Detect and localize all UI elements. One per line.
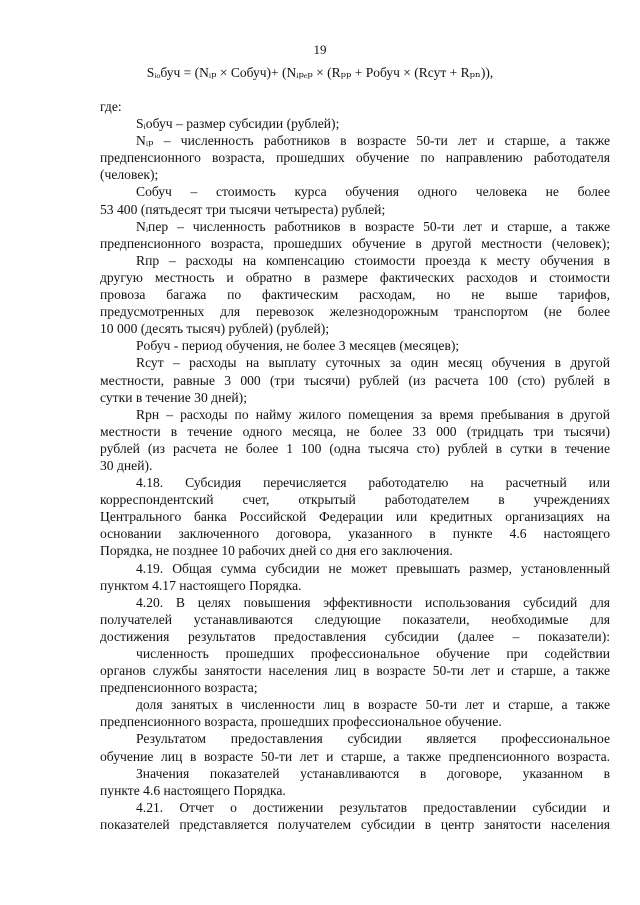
text-line: пункте 4.6 настоящего Порядка. — [100, 782, 286, 798]
text-line: 4.19. Общая сумма субсидии не может превышать размер, установленный — [136, 560, 610, 576]
text-line: Sᵢобуч – размер субсидии (рублей); — [136, 116, 340, 132]
subsidy-formula: Sᵢₒбуч = (Nᵢₚ × Cобуч)+ (Nᵢₚₑₚ × (Rₚₚ + Pобуч × (Rсут + Rₚₙ)), — [146, 65, 494, 80]
text-line: Результатом предоставления субсидии является профессиональное — [136, 731, 610, 747]
text-line: Центрального банка Российской Федерации или кредитных организациях на — [100, 509, 610, 525]
text-line: местности, равные 3 000 (три тысячи) рублей (из расчета 100 (сто) рублей в — [100, 372, 610, 388]
text-line: корреспондентский счет, открытый работодателем в учреждениях — [100, 492, 610, 508]
text-line: Nᵢₚ – численность работников в возрасте 50-ти лет и старше, а также — [136, 133, 610, 149]
text-line: рублей (из расчета не более 1 100 (одна тысяча сто) рублей в сутки в течение — [100, 440, 610, 456]
text-line: основании заключенного договора, указанного в пункте 4.6 настоящего — [100, 526, 610, 542]
text-line: Rсут – расходы на выплату суточных за один месяц обучения в другой — [136, 355, 610, 371]
document-body — [100, 98, 610, 833]
text-line: сутки в течение 30 дней); — [100, 389, 247, 405]
text-line: (человек); — [100, 167, 159, 183]
text-line: Rпр – расходы на компенсацию стоимости проезда к месту обучения в — [136, 252, 610, 268]
text-line: пунктом 4.17 настоящего Порядка. — [100, 577, 302, 593]
text-line: Значения показателей устанавливаются в договоре, указанном в — [136, 765, 610, 781]
text-line: местности в течение одного месяца, не более 33 000 (тридцать три тысячи) — [100, 423, 610, 439]
text-line: предпенсионного возраста, прошедших профессиональное обучение. — [100, 714, 502, 730]
text-line: Nᵢпер – численность работников в возрасте 50-ти лет и старше, а также — [136, 218, 610, 234]
text-line: получателей устанавливаются следующие показатели, необходимые для — [100, 611, 610, 627]
text-line: доля занятых в численности лиц в возрасте 50-ти лет и старше, а также — [136, 697, 610, 713]
text-line: Порядка, не позднее 10 рабочих дней со дня его заключения. — [100, 543, 453, 559]
text-line: Rрн – расходы по найму жилого помещения за время пребывания в другой — [136, 406, 610, 422]
page-number: 19 — [313, 42, 327, 57]
text-line: 30 дней). — [100, 457, 153, 473]
text-line: органов службы занятости населения лиц в возрасте 50-ти лет и старше, а также — [100, 663, 610, 679]
text-line: обучение лиц в возрасте 50-ти лет и старше, а также предпенсионного возраста. — [100, 748, 610, 764]
text-line: другую местность и обратно в размере фактических расходов и стоимости — [100, 269, 610, 285]
text-line: предусмотренных для перевозок железнодорожным транспортом (не более — [100, 304, 610, 320]
text-line: численность прошедших профессиональное обучение при содействии — [136, 646, 610, 661]
text-line: 10 000 (десять тысяч) рублей) (рублей); — [100, 321, 330, 337]
text-line: 4.20. В целях повышения эффективности использования субсидий для — [136, 594, 610, 610]
text-line: Pобуч - период обучения, не более 3 месяцев (месяцев); — [136, 338, 460, 354]
text-line: провоза багажа по фактическим расходам, но не выше тарифов, — [100, 287, 610, 303]
text-line: Cобуч – стоимость курса обучения одного человека не более — [136, 184, 610, 200]
text-line: предпенсионного возраста, прошедших обучение в другой местности (человек); — [100, 235, 610, 251]
text-line: 4.21. Отчет о достижении результатов предоставлении субсидии и — [136, 799, 610, 815]
text-line: где: — [100, 99, 122, 114]
text-line: показателей представляется получателем субсидии в центр занятости населения — [100, 816, 610, 832]
text-line: достижения результатов предоставления субсидии (далее – показатели): — [100, 628, 610, 644]
text-line: 53 400 (пятьдесят три тысячи четыреста) рублей; — [100, 201, 386, 217]
text-line: 4.18. Субсидия перечисляется работодателю на расчетный или — [136, 475, 610, 491]
text-line: предпенсионного возраста; — [100, 680, 258, 696]
text-line: предпенсионного возраста, прошедших обучение по направлению работодателя — [100, 150, 610, 166]
